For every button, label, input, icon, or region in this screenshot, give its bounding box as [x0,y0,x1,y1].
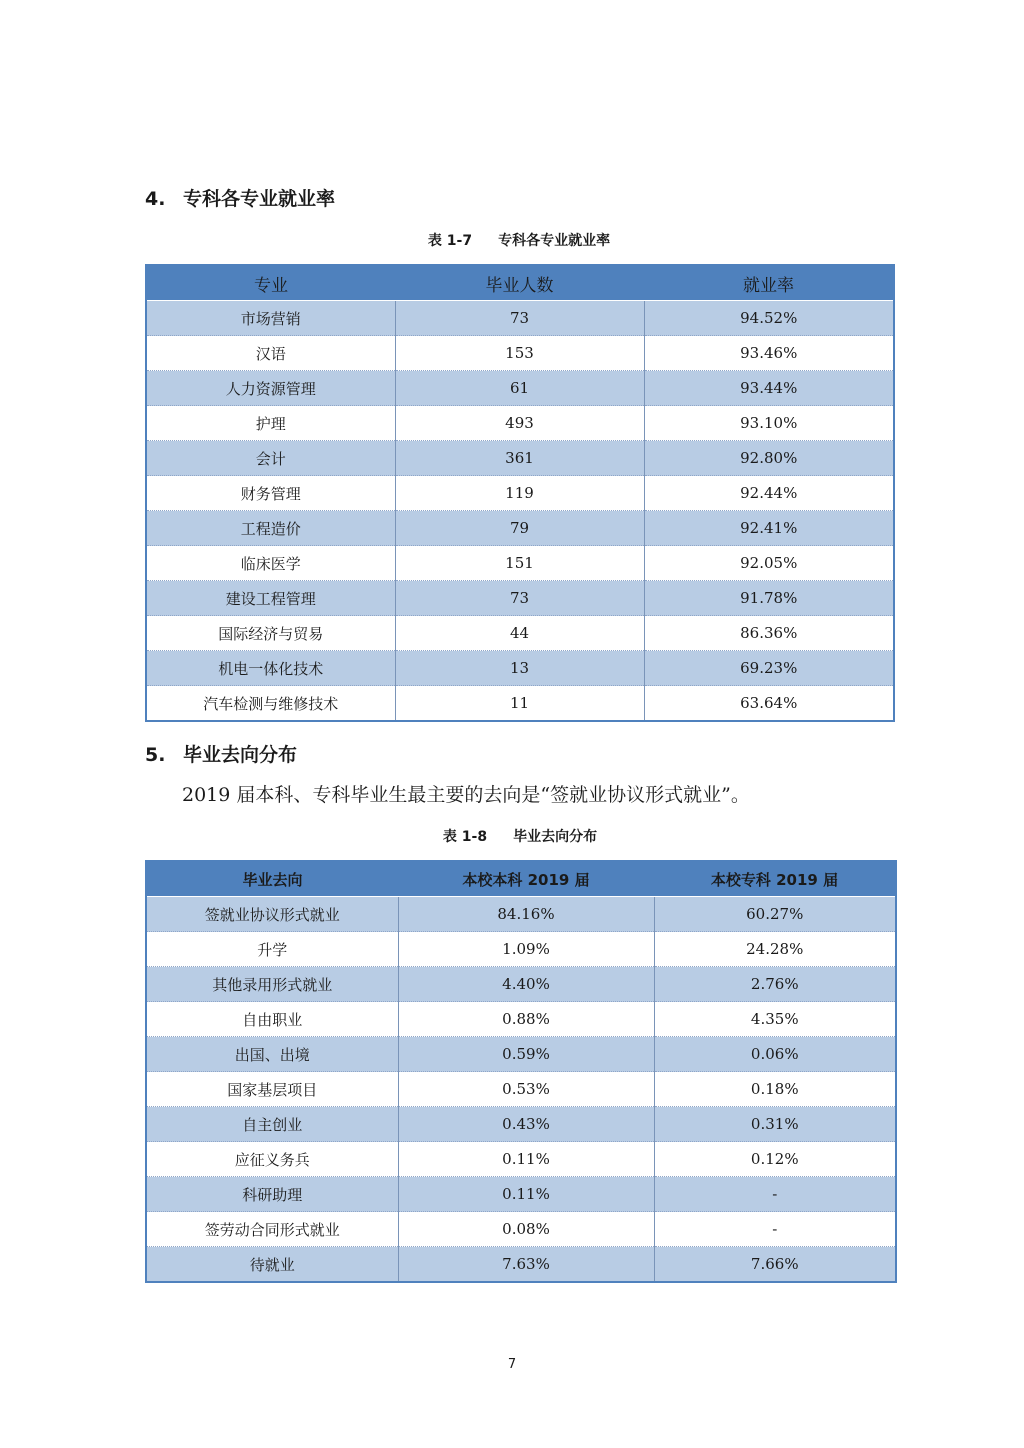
table-row [146,406,894,441]
undergraduate-cell: 84.16% [398,897,654,932]
major-cell: 市场营销 [146,301,395,336]
undergraduate-cell: 1.09% [398,932,654,967]
employment-rate-cell: 92.05% [644,546,894,581]
major-cell: 国际经济与贸易 [146,616,395,651]
undergraduate-cell: 0.88% [398,1002,654,1037]
employment-rate-cell: 92.44% [644,476,894,511]
table-1-8 [145,860,897,1283]
destination-cell: 国家基层项目 [146,1072,398,1107]
table-row [146,336,894,371]
junior-college-cell: 0.12% [654,1142,896,1177]
table-row [146,511,894,546]
undergraduate-cell: 4.40% [398,967,654,1002]
destination-cell: 科研助理 [146,1177,398,1212]
table-row [146,371,894,406]
section-4-number: 4. [145,188,166,210]
destination-cell: 应征义务兵 [146,1142,398,1177]
graduates-cell: 61 [395,371,644,406]
graduates-cell: 493 [395,406,644,441]
destination-cell: 升学 [146,932,398,967]
major-cell: 会计 [146,441,395,476]
destination-cell: 其他录用形式就业 [146,967,398,1002]
graduates-cell: 361 [395,441,644,476]
column-header: 本校本科 2019 届 [398,861,654,897]
employment-rate-cell: 93.10% [644,406,894,441]
undergraduate-cell: 0.43% [398,1107,654,1142]
employment-rate-cell: 93.46% [644,336,894,371]
major-cell: 汽车检测与维修技术 [146,686,395,722]
junior-college-cell: 4.35% [654,1002,896,1037]
section-5-heading [145,740,297,767]
table-header-row [146,265,894,301]
employment-rate-cell: 92.41% [644,511,894,546]
table-row [146,1177,896,1212]
graduates-cell: 119 [395,476,644,511]
destination-cell: 签劳动合同形式就业 [146,1212,398,1247]
employment-rate-cell: 63.64% [644,686,894,722]
table-row [146,1037,896,1072]
table-row [146,1107,896,1142]
table-row [146,301,894,336]
employment-rate-cell: 94.52% [644,301,894,336]
undergraduate-cell: 0.53% [398,1072,654,1107]
graduates-cell: 153 [395,336,644,371]
major-cell: 临床医学 [146,546,395,581]
junior-college-cell: - [654,1212,896,1247]
column-header: 就业率 [644,265,894,301]
undergraduate-cell: 0.11% [398,1177,654,1212]
employment-rate-cell: 86.36% [644,616,894,651]
undergraduate-cell: 0.08% [398,1212,654,1247]
employment-rate-cell: 93.44% [644,371,894,406]
table-row [146,967,896,1002]
junior-college-cell: 2.76% [654,967,896,1002]
graduates-cell: 13 [395,651,644,686]
table-row [146,1002,896,1037]
major-cell: 汉语 [146,336,395,371]
junior-college-cell: - [654,1177,896,1212]
employment-rate-cell: 92.80% [644,441,894,476]
table-row [146,1212,896,1247]
major-cell: 人力资源管理 [146,371,395,406]
table-row [146,1072,896,1107]
table-1-7-caption-title: 专科各专业就业率 [498,233,611,249]
major-cell: 工程造价 [146,511,395,546]
table-row [146,581,894,616]
graduates-cell: 151 [395,546,644,581]
major-cell: 建设工程管理 [146,581,395,616]
table-row [146,932,896,967]
table-1-7-caption-label: 表 1-7 [427,233,473,249]
junior-college-cell: 0.31% [654,1107,896,1142]
table-row [146,1142,896,1177]
graduates-cell: 73 [395,581,644,616]
table-1-7-caption [145,230,893,250]
destination-cell: 出国、出境 [146,1037,398,1072]
column-header: 毕业人数 [395,265,644,301]
employment-rate-cell: 91.78% [644,581,894,616]
undergraduate-cell: 0.59% [398,1037,654,1072]
table-row [146,1247,896,1283]
undergraduate-cell: 0.11% [398,1142,654,1177]
table-1-8-caption [145,826,895,846]
section-5-number: 5. [145,744,166,766]
table-row [146,441,894,476]
table-1-8-caption-title: 毕业去向分布 [513,829,598,845]
major-cell: 财务管理 [146,476,395,511]
junior-college-cell: 60.27% [654,897,896,932]
graduates-cell: 44 [395,616,644,651]
junior-college-cell: 24.28% [654,932,896,967]
destination-cell: 签就业协议形式就业 [146,897,398,932]
section-5-paragraph: 2019 届本科、专科毕业生最主要的去向是“签就业协议形式就业”。 [182,784,750,806]
table-header-row [146,861,896,897]
page-number: 7 [507,1357,517,1372]
employment-rate-cell: 69.23% [644,651,894,686]
column-header: 专业 [146,265,395,301]
column-header: 本校专科 2019 届 [654,861,896,897]
graduates-cell: 79 [395,511,644,546]
graduates-cell: 73 [395,301,644,336]
major-cell: 机电一体化技术 [146,651,395,686]
table-row [146,651,894,686]
junior-college-cell: 0.06% [654,1037,896,1072]
section-5-title: 毕业去向分布 [183,744,298,766]
section-4-heading [145,184,335,211]
graduates-cell: 11 [395,686,644,722]
table-row [146,897,896,932]
destination-cell: 自主创业 [146,1107,398,1142]
section-4-title: 专科各专业就业率 [183,188,336,210]
major-cell: 护理 [146,406,395,441]
destination-cell: 待就业 [146,1247,398,1283]
junior-college-cell: 0.18% [654,1072,896,1107]
table-row [146,686,894,722]
destination-cell: 自由职业 [146,1002,398,1037]
undergraduate-cell: 7.63% [398,1247,654,1283]
table-row [146,476,894,511]
table-row [146,616,894,651]
table-1-7 [145,264,895,722]
table-row [146,546,894,581]
junior-college-cell: 7.66% [654,1247,896,1283]
column-header: 毕业去向 [146,861,398,897]
table-1-8-caption-label: 表 1-8 [442,829,488,845]
